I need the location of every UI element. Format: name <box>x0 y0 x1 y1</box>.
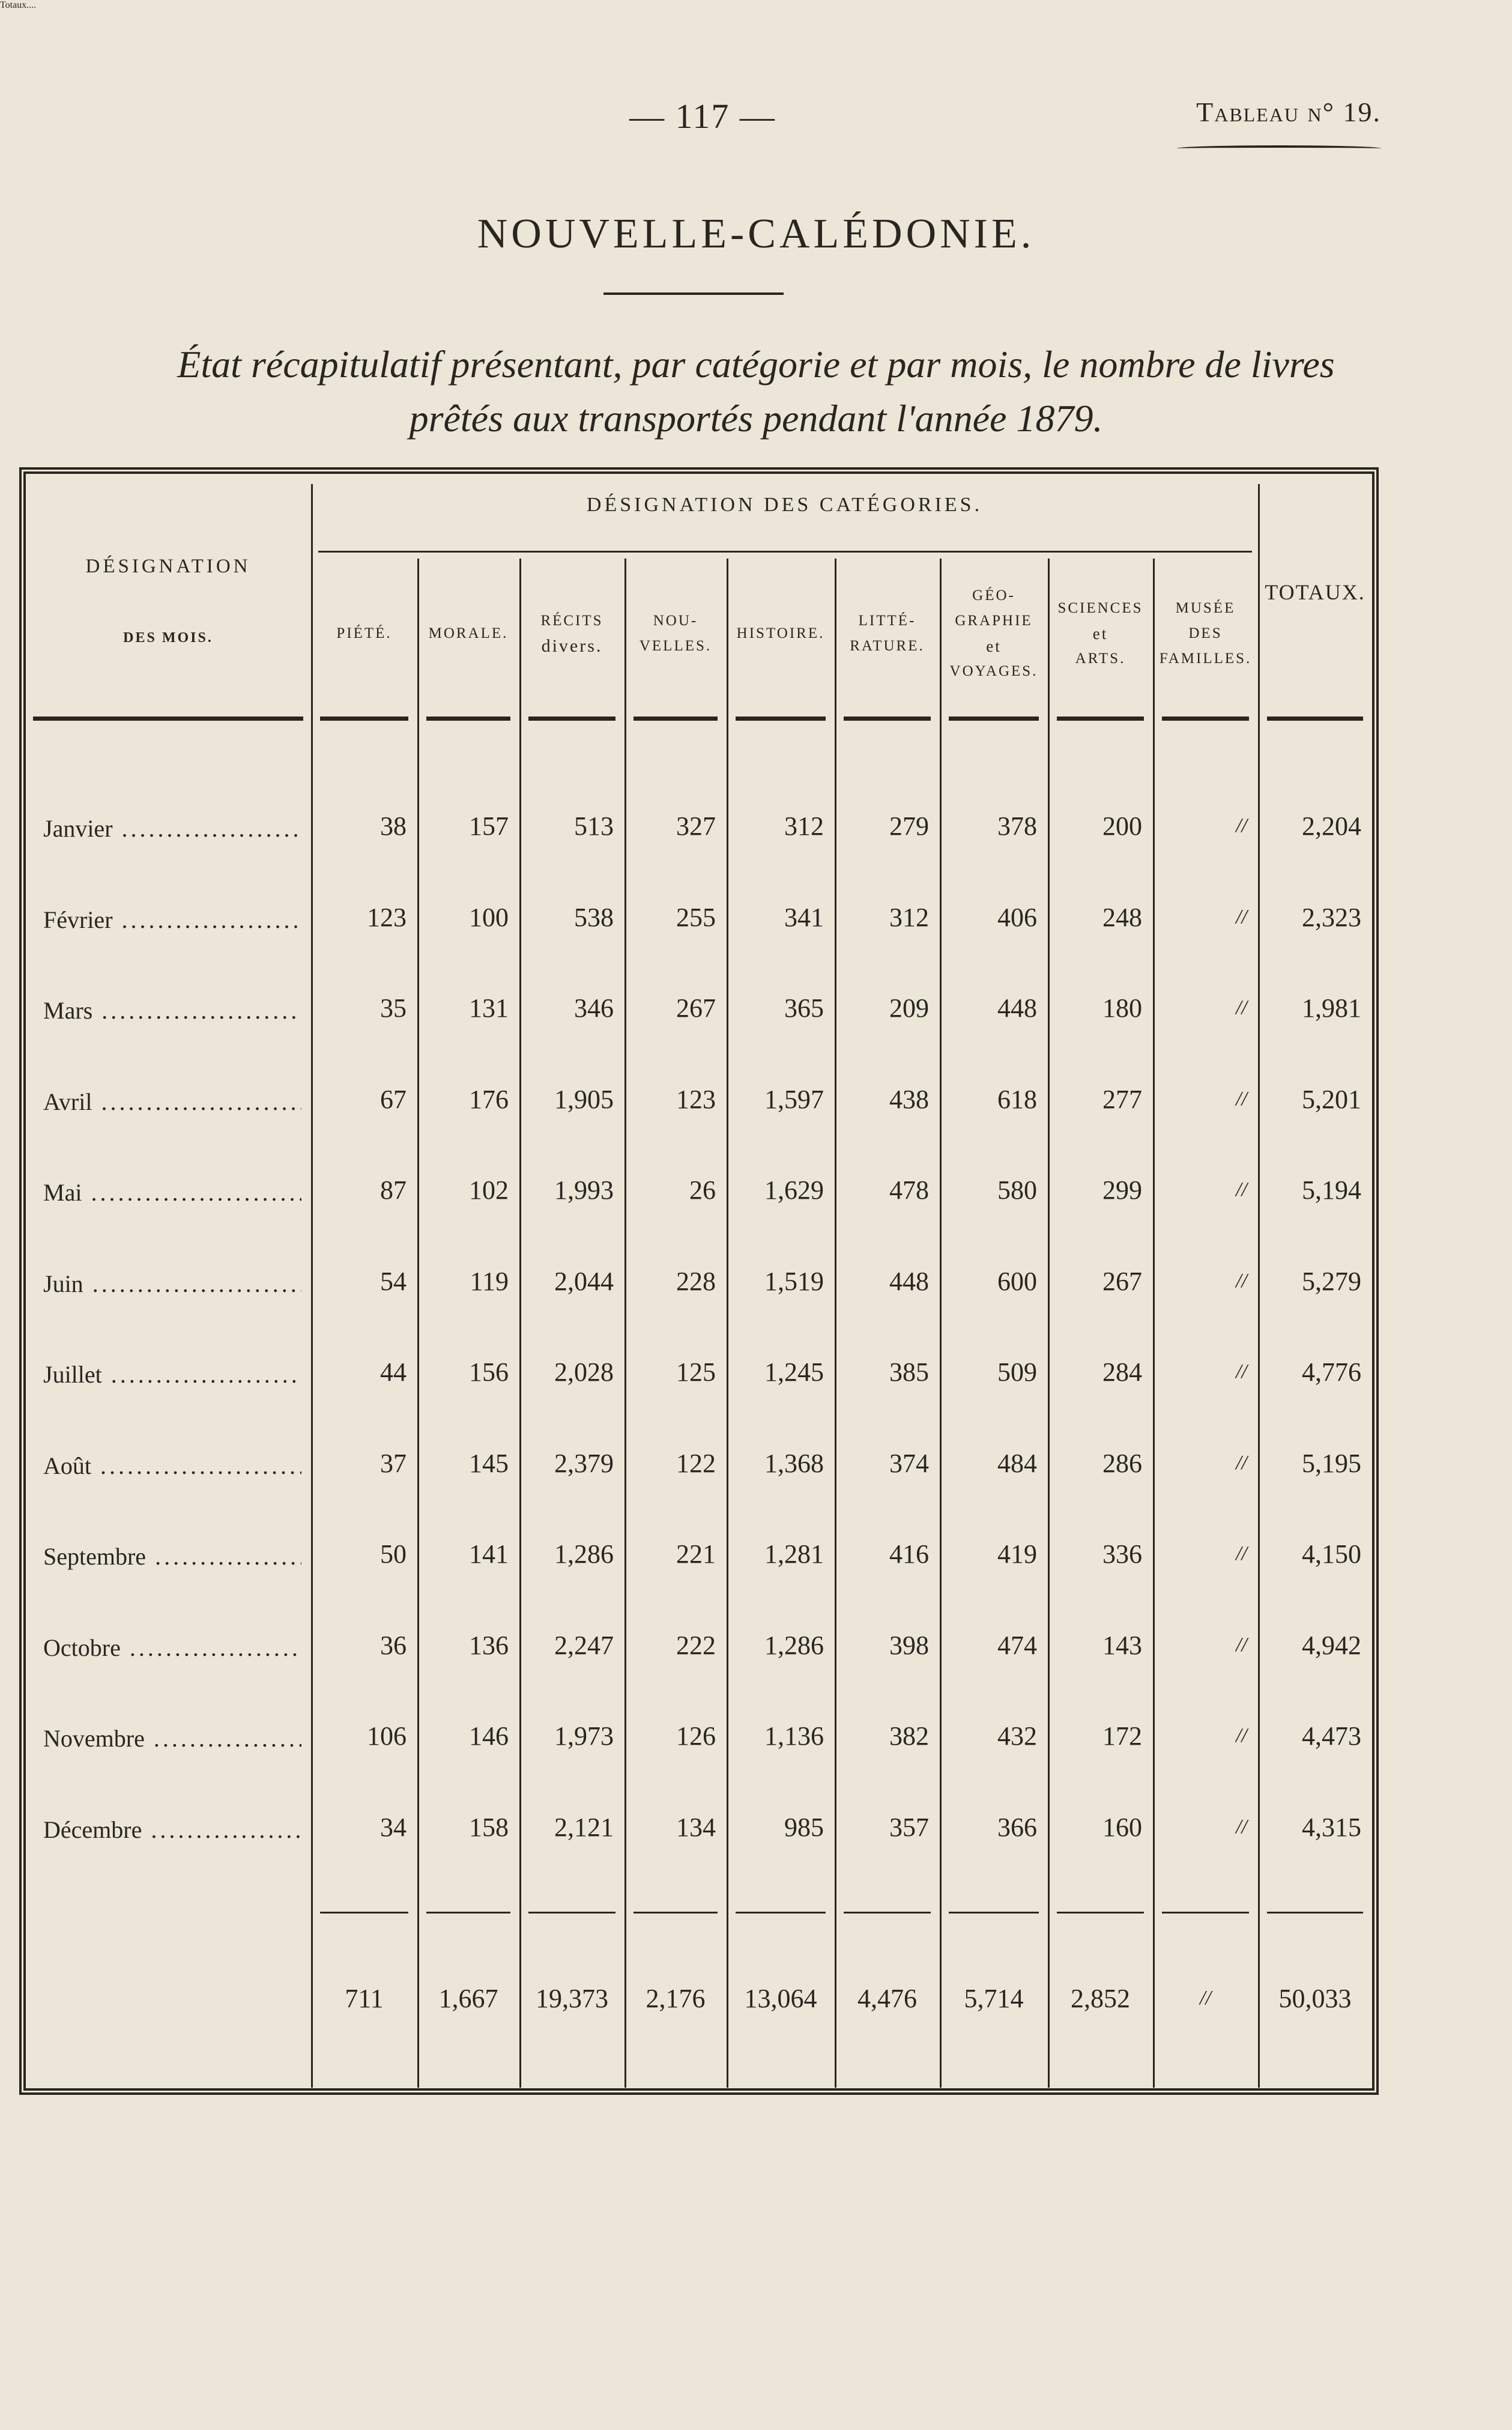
totals-rule <box>1057 1912 1144 1913</box>
header-bottom-rule <box>1267 717 1363 721</box>
column-separator <box>519 559 521 2088</box>
header-bottom-rule <box>736 717 826 721</box>
table-cell: 4,150 <box>1302 1539 1361 1569</box>
table-cell: 5,194 <box>1302 1175 1361 1205</box>
column-header-line: HISTOIRE. <box>736 625 825 641</box>
table-cell: 4,942 <box>1302 1630 1361 1660</box>
column-header <box>1153 596 1258 671</box>
page-title: NOUVELLE-CALÉDONIE. <box>477 211 1035 257</box>
table-cell: 1,368 <box>764 1448 824 1478</box>
total-cell: 50,033 <box>1278 1984 1352 2013</box>
table-cell: 2,247 <box>554 1630 614 1660</box>
table-cell: 176 <box>469 1084 509 1114</box>
table-cell: 102 <box>469 1175 509 1205</box>
ditto-mark: // <box>1236 1178 1247 1201</box>
table-cell: 385 <box>889 1357 929 1387</box>
table-cell: 374 <box>889 1448 929 1478</box>
table-cell: 131 <box>469 993 509 1023</box>
title-rule <box>603 292 784 295</box>
month-label: Septembre ..... <box>43 1542 301 1571</box>
table-cell: 484 <box>997 1448 1037 1478</box>
totals-rule <box>949 1912 1039 1913</box>
table-cell: 180 <box>1102 993 1142 1023</box>
column-separator <box>624 559 626 2088</box>
column-header <box>624 608 727 659</box>
totals-label: Totaux.... <box>0 0 37 10</box>
totals-rule <box>736 1912 826 1913</box>
month-label: Février ..... <box>43 906 301 934</box>
table-cell: 160 <box>1102 1812 1142 1842</box>
ditto-mark: // <box>1236 905 1247 928</box>
header-bottom-rule <box>1057 717 1144 721</box>
table-cell: 419 <box>997 1539 1037 1569</box>
table-cell: 5,201 <box>1302 1084 1361 1114</box>
table-cell: 123 <box>676 1084 716 1114</box>
month-column-subheader: DES MOIS. <box>123 630 213 646</box>
table-cell: 267 <box>676 993 716 1023</box>
table-cell: 1,281 <box>764 1539 824 1569</box>
total-cell: 5,714 <box>964 1984 1024 2013</box>
table-cell: 38 <box>380 811 407 841</box>
header-bottom-rule <box>1162 717 1249 721</box>
totals-rule <box>844 1912 931 1913</box>
table-cell: 200 <box>1102 811 1142 841</box>
column-header-line: RATURE. <box>850 638 925 654</box>
header-bottom-rule <box>33 717 303 721</box>
table-cell: 26 <box>689 1175 716 1205</box>
column-header <box>417 621 519 646</box>
table-cell: 4,473 <box>1302 1721 1361 1751</box>
header-bottom-rule <box>320 717 408 721</box>
header-bottom-rule <box>528 717 615 721</box>
table-cell: 478 <box>889 1175 929 1205</box>
table-cell: 600 <box>997 1266 1037 1296</box>
table-cell: 346 <box>574 993 614 1023</box>
ditto-mark: // <box>1236 1815 1247 1838</box>
ditto-mark: // <box>1236 1087 1247 1110</box>
month-label: Juin ..... <box>43 1270 301 1298</box>
month-label: Novembre ..... <box>43 1724 301 1753</box>
table-cell: 5,279 <box>1302 1266 1361 1296</box>
table-cell: 284 <box>1102 1357 1142 1387</box>
total-cell: 2,176 <box>646 1984 706 2013</box>
table-cell: 366 <box>997 1812 1037 1842</box>
total-cell: 2,852 <box>1071 1984 1130 2013</box>
table-cell: 87 <box>380 1175 407 1205</box>
column-header-line: MUSÉE <box>1175 600 1236 616</box>
month-column-header: DÉSIGNATION <box>85 556 251 577</box>
table-cell: 67 <box>380 1084 407 1114</box>
table-cell: 474 <box>997 1630 1037 1660</box>
month-label: Avril ..... <box>43 1088 301 1116</box>
table-cell: 513 <box>574 811 614 841</box>
column-header-line: divers. <box>541 636 603 656</box>
table-cell: 136 <box>469 1630 509 1660</box>
table-cell: 448 <box>997 993 1037 1023</box>
table-cell: 36 <box>380 1630 407 1660</box>
table-cell: 4,776 <box>1302 1357 1361 1387</box>
table-cell: 580 <box>997 1175 1037 1205</box>
table-cell: 279 <box>889 811 929 841</box>
table-cell: 312 <box>784 811 824 841</box>
column-group-header: DÉSIGNATION DES CATÉGORIES. <box>586 494 983 516</box>
month-label: Mars ..... <box>43 996 301 1025</box>
totals-rule <box>426 1912 510 1913</box>
total-cell: 4,476 <box>857 1984 917 2013</box>
table-cell: 618 <box>997 1084 1037 1114</box>
table-cell: 125 <box>676 1357 716 1387</box>
group-header-rule <box>318 551 1252 553</box>
table-cell: 119 <box>470 1266 509 1296</box>
column-separator <box>1153 559 1155 2088</box>
table-cell: 34 <box>380 1812 407 1842</box>
header-bottom-rule <box>844 717 931 721</box>
table-cell: 35 <box>380 993 407 1023</box>
total-cell: 13,064 <box>744 1984 817 2013</box>
table-cell: 1,905 <box>554 1084 614 1114</box>
table-cell: 336 <box>1102 1539 1142 1569</box>
table-cell: 448 <box>889 1266 929 1296</box>
table-cell: 312 <box>889 902 929 932</box>
totals-rule <box>1162 1912 1249 1913</box>
table-cell: 432 <box>997 1721 1037 1751</box>
column-separator <box>1048 559 1050 2088</box>
table-cell: 1,519 <box>764 1266 824 1296</box>
table-cell: 1,286 <box>764 1630 824 1660</box>
table-cell: 1,981 <box>1302 993 1361 1023</box>
ditto-mark: // <box>1236 1451 1247 1474</box>
column-header <box>727 621 835 646</box>
ditto-mark: // <box>1236 1542 1247 1565</box>
table-cell: 209 <box>889 993 929 1023</box>
table-cell: 509 <box>997 1357 1037 1387</box>
column-header-line: VOYAGES. <box>949 663 1038 679</box>
column-separator <box>940 559 942 2088</box>
column-header-line: NOU- <box>653 613 698 629</box>
month-label: Mai ..... <box>43 1178 301 1207</box>
table-cell: 267 <box>1102 1266 1142 1296</box>
column-separator <box>835 559 836 2088</box>
total-cell: 19,373 <box>536 1984 608 2013</box>
column-header <box>1048 596 1153 671</box>
column-header-line: PIÉTÉ. <box>336 625 392 641</box>
table-cell: 2,121 <box>554 1812 614 1842</box>
table-cell: 538 <box>574 902 614 932</box>
ditto-mark: // <box>1236 1360 1247 1383</box>
table-cell: 1,597 <box>764 1084 824 1114</box>
month-label: Octobre ..... <box>43 1634 301 1662</box>
column-header-line: ARTS. <box>1075 650 1126 667</box>
column-header-line: VELLES. <box>639 638 712 654</box>
table-cell: 1,993 <box>554 1175 614 1205</box>
table-cell: 357 <box>889 1812 929 1842</box>
header-bottom-rule <box>426 717 510 721</box>
table-cell: 299 <box>1102 1175 1142 1205</box>
table-cell: 1,245 <box>764 1357 824 1387</box>
table-cell: 50 <box>380 1539 407 1569</box>
table-cell: 37 <box>380 1448 407 1478</box>
column-header-line: LITTÉ- <box>858 613 916 629</box>
table-cell: 4,315 <box>1302 1812 1361 1842</box>
column-header-line: RÉCITS <box>540 613 603 629</box>
table-cell: 438 <box>889 1084 929 1114</box>
month-label: Juillet ..... <box>43 1360 301 1389</box>
table-cell: 1,973 <box>554 1721 614 1751</box>
table-cell: 341 <box>784 902 824 932</box>
month-label: Janvier ..... <box>43 814 301 843</box>
column-separator <box>417 559 419 2088</box>
table-cell: 365 <box>784 993 824 1023</box>
column-header-line: DES <box>1188 625 1223 641</box>
table-cell: 416 <box>889 1539 929 1569</box>
table-cell: 157 <box>469 811 509 841</box>
table-cell: 172 <box>1102 1721 1142 1751</box>
column-header <box>519 608 624 659</box>
table-cell: 382 <box>889 1721 929 1751</box>
ditto-mark: // <box>1236 1724 1247 1747</box>
table-cell: 228 <box>676 1266 716 1296</box>
totals-rule <box>528 1912 615 1913</box>
totals-rule <box>320 1912 408 1913</box>
ditto-mark: // <box>1236 814 1247 837</box>
table-cell: 327 <box>676 811 716 841</box>
subtitle-line-2: prêtés aux transportés pendant l'année 1879. <box>409 397 1103 440</box>
table-cell: 134 <box>676 1812 716 1842</box>
table-cell: 146 <box>469 1721 509 1751</box>
table-cell: 141 <box>469 1539 509 1569</box>
table-cell: 277 <box>1102 1084 1142 1114</box>
column-header-line: GRAPHIE <box>955 613 1033 629</box>
column-header-line: et <box>986 637 1002 655</box>
ditto-mark: // <box>1236 996 1247 1019</box>
table-cell: 2,044 <box>554 1266 614 1296</box>
page-number: — 117 — <box>629 97 776 136</box>
column-header-line: MORALE. <box>428 625 509 641</box>
table-cell: 1,629 <box>764 1175 824 1205</box>
tableau-underline <box>1177 145 1381 151</box>
table-cell: 248 <box>1102 902 1142 932</box>
table-cell: 2,379 <box>554 1448 614 1478</box>
column-header-line: SCIENCES <box>1057 600 1143 616</box>
column-header-line: et <box>1092 625 1108 643</box>
table-cell: 2,204 <box>1302 811 1361 841</box>
table-cell: 221 <box>676 1539 716 1569</box>
table-cell: 378 <box>997 811 1037 841</box>
table-cell: 5,195 <box>1302 1448 1361 1478</box>
table-cell: 54 <box>380 1266 407 1296</box>
table-cell: 255 <box>676 902 716 932</box>
subtitle-line-1: État récapitulatif présentant, par catégorie et par mois, le nombre de livres <box>177 343 1335 386</box>
header-bottom-rule <box>634 717 718 721</box>
table-cell: 156 <box>469 1357 509 1387</box>
totals-rule <box>1267 1912 1363 1913</box>
table-cell: 222 <box>676 1630 716 1660</box>
table-cell: 2,323 <box>1302 902 1361 932</box>
column-header <box>940 583 1048 684</box>
table-cell: 2,028 <box>554 1357 614 1387</box>
month-label: Décembre ..... <box>43 1816 301 1844</box>
header-bottom-rule <box>949 717 1039 721</box>
totals-rule <box>634 1912 718 1913</box>
totals-column-header: TOTAUX. <box>1265 580 1365 604</box>
tableau-label: Tableau n° 19. <box>1196 97 1381 127</box>
table-cell: 286 <box>1102 1448 1142 1478</box>
table-cell: 44 <box>380 1357 407 1387</box>
table-cell: 1,136 <box>764 1721 824 1751</box>
ditto-mark: // <box>1236 1269 1247 1292</box>
table-cell: 123 <box>367 902 407 932</box>
total-cell: 711 <box>345 1984 384 2013</box>
table-cell: 122 <box>676 1448 716 1478</box>
table-cell: 143 <box>1102 1630 1142 1660</box>
column-header <box>311 621 417 646</box>
total-cell: 1,667 <box>438 1984 498 2013</box>
table-cell: 398 <box>889 1630 929 1660</box>
column-header-line: GÉO- <box>972 587 1015 604</box>
column-header <box>835 608 940 659</box>
table-cell: 106 <box>367 1721 407 1751</box>
table-cell: 985 <box>784 1812 824 1842</box>
table-cell: 100 <box>469 902 509 932</box>
table-cell: 406 <box>997 902 1037 932</box>
month-label: Août ..... <box>43 1452 301 1480</box>
column-header-line: FAMILLES. <box>1159 650 1252 667</box>
ditto-mark: // <box>1236 1633 1247 1656</box>
table-cell: 126 <box>676 1721 716 1751</box>
table-cell: 158 <box>469 1812 509 1842</box>
ditto-mark: // <box>1200 1987 1211 2009</box>
table-cell: 1,286 <box>554 1539 614 1569</box>
column-separator <box>727 559 728 2088</box>
table-cell: 145 <box>469 1448 509 1478</box>
